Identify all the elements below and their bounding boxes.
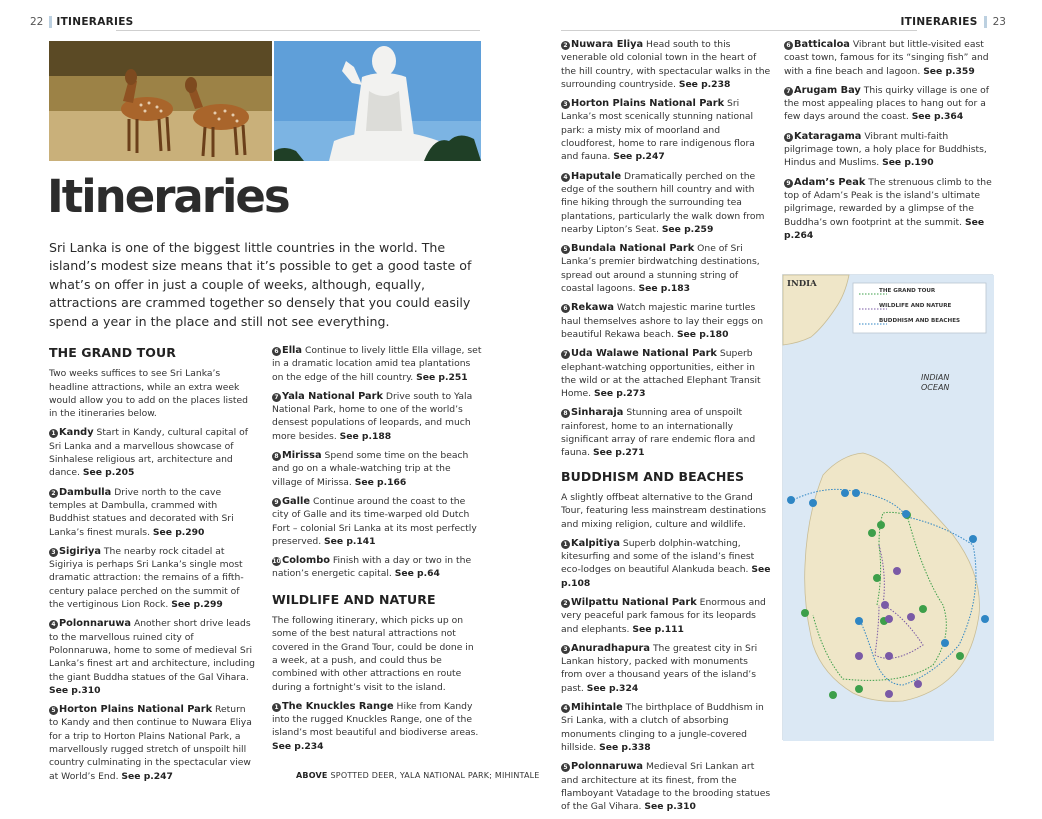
grand-tour-item xyxy=(272,495,482,548)
mihintale-buddha-photo xyxy=(274,41,481,161)
grand-tour-item xyxy=(49,703,255,783)
number-badge: 7 xyxy=(272,393,281,402)
page-reference: See p.359 xyxy=(923,65,975,77)
column-buddhism xyxy=(784,38,994,248)
page-reference: See p.180 xyxy=(676,328,729,340)
page-number-right: 23 xyxy=(992,16,1006,28)
place-desc: Head south to this venerable old colonial town in the heart of the hill country, with spectacular walks in the surrounding countryside. xyxy=(561,39,771,90)
number-badge: 3 xyxy=(561,645,570,654)
place-desc: Vibrant multi-faith pilgrimage town, a holy place for Buddhists, Hindus and Muslims. xyxy=(784,130,987,169)
place-name: Ella xyxy=(282,345,303,356)
number-badge: 4 xyxy=(49,620,58,629)
wildlife-intro: The following itinerary, which picks up on some of the best natural attractions not covered in the Grand Tour, could be done in a week, at a push, and could thus be combined with other attractions en route during a fortnight’s visit to the island. xyxy=(272,615,474,693)
grand-tour-item xyxy=(272,344,482,384)
wildlife-item xyxy=(561,242,771,295)
page-reference: See p.183 xyxy=(638,283,691,295)
page-reference: See p.259 xyxy=(661,223,714,235)
place-desc: The nearby rock citadel at Sigiriya is perhaps Sri Lanka’s single most dramatic attraction: the remains of a fifth-century palace perched on the summit of the vertiginous Lion Rock. xyxy=(49,545,244,611)
place-desc: The greatest city in Sri Lankan history, packed with monuments from over a thousand years of the island’s past. xyxy=(561,642,758,694)
buddhism-item xyxy=(561,537,771,590)
number-badge: 8 xyxy=(561,409,570,418)
page-reference: See p.234 xyxy=(272,740,324,752)
buddhism-item xyxy=(784,84,994,124)
header-rule-right xyxy=(561,30,917,31)
page-reference: See p.205 xyxy=(82,467,135,479)
number-badge: 8 xyxy=(784,133,793,142)
deer-illustration xyxy=(49,41,272,161)
buddhism-item xyxy=(561,642,771,695)
place-desc: Enormous and very peaceful park famous for its leopards and elephants. xyxy=(561,596,766,635)
place-desc: Continue to lively little Ella village, set in a dramatic location amid tea plantations on the edge of the hill country. xyxy=(272,345,482,383)
place-name: Wilpattu National Park xyxy=(571,596,697,608)
number-badge: 9 xyxy=(272,498,281,507)
column-grand-tour-1 xyxy=(49,344,255,789)
buddhism-item xyxy=(784,38,994,78)
column-wildlife xyxy=(561,38,771,819)
section-title-left: ITINERARIES xyxy=(56,16,134,28)
place-desc: Superb dolphin-watching, kitesurfing and some of the island’s finest eco-lodges on beautiful Alankuda beach. xyxy=(561,537,755,576)
page-reference: See p.299 xyxy=(171,599,223,611)
page-reference: See p.141 xyxy=(324,535,376,547)
place-name: Arugam Bay xyxy=(794,84,861,96)
place-desc: Drive north to the cave temples at Dambulla, crammed with Buddhist statues and decorated with Sri Lanka’s finest murals. xyxy=(49,486,234,538)
place-name: Yala National Park xyxy=(282,390,383,402)
grand-tour-item xyxy=(49,486,255,539)
itinerary-map xyxy=(782,274,993,740)
place-desc: Superb elephant-watching opportunities, either in the wild or at the attached Elephant Transit Home. xyxy=(561,348,761,400)
page-header-left xyxy=(30,16,134,28)
number-badge: 10 xyxy=(272,558,281,566)
buddha-illustration xyxy=(274,41,481,161)
number-badge: 7 xyxy=(561,350,570,359)
ocean-label-line2: OCEAN xyxy=(921,383,950,392)
grand-tour-item xyxy=(272,449,482,489)
page-reference: See p.108 xyxy=(561,564,771,589)
number-badge: 3 xyxy=(49,548,58,557)
page-reference: See p.166 xyxy=(354,476,407,488)
place-name: Haputale xyxy=(571,170,622,182)
place-desc: Hike from Kandy into the rugged Knuckles Range, one of the island’s most beautiful and biodiverse areas. xyxy=(272,700,479,739)
india-label: INDIA xyxy=(787,279,817,289)
number-badge: 7 xyxy=(784,87,793,96)
legend-buddhism: BUDDHISM AND BEACHES xyxy=(879,318,961,324)
place-desc: Medieval Sri Lankan art and architecture at its finest, from the flamboyant Vatadage to the brooding statues of the Gal Vihara. xyxy=(561,761,771,813)
wildlife-item xyxy=(561,301,771,341)
place-name: Sigiriya xyxy=(59,545,101,557)
page-number-left: 22 xyxy=(30,16,44,28)
number-badge: 5 xyxy=(561,245,570,254)
legend-wildlife: WILDLIFE AND NATURE xyxy=(879,303,952,309)
page-reference: See p.271 xyxy=(592,447,645,459)
legend-grand-tour: THE GRAND TOUR xyxy=(879,288,936,294)
caption-lead: ABOVE xyxy=(296,771,328,780)
wildlife-item xyxy=(272,700,482,753)
buddhism-item xyxy=(784,176,994,242)
header-rule-left xyxy=(116,30,480,31)
place-name: Sinharaja xyxy=(571,407,624,419)
page-reference: See p.190 xyxy=(882,157,934,169)
section-title-right: ITINERARIES xyxy=(900,16,978,28)
place-desc: One of Sri Lanka’s premier birdwatching destinations, spread out around a stunning string of coastal lagoons. xyxy=(561,243,760,295)
place-desc: The birthplace of Buddhism in Sri Lanka, with a clutch of absorbing monuments clinging to a jungle-covered hillside. xyxy=(561,702,764,753)
page-reference: See p.247 xyxy=(613,151,665,163)
page-reference: See p.64 xyxy=(394,568,440,580)
place-desc: Sri Lanka’s most scenically stunning national park: a misty mix of moorland and cloudforest, home to rare indigenous flora and fauna. xyxy=(561,98,755,163)
place-desc: Return to Kandy and then continue to Nuwara Eliya for a trip to Horton Plains National Park, a marvellously rugged stretch of unspoilt hill country culminating in the spectacular view at World’s End. xyxy=(49,704,252,782)
grand-tour-item xyxy=(272,390,482,443)
intro-paragraph: Sri Lanka is one of the biggest little countries in the world. The island’s modest size means that it’s possible to get a good taste of what’s on offer in just a couple of weeks, although, equally, attractions are crammed together so densely that you could easily spend a year in the place and still not see everything. xyxy=(49,240,472,329)
buddhism-intro: A slightly offbeat alternative to the Grand Tour, featuring less mainstream destinations and mixing religion, culture and wildlife. xyxy=(561,491,766,530)
number-badge: 5 xyxy=(49,706,58,715)
page-reference: See p.111 xyxy=(632,623,684,635)
place-name: Batticaloa xyxy=(794,39,850,50)
place-desc: Watch majestic marine turtles haul themselves ashore to lay their eggs on beautiful Rekawa beach. xyxy=(561,302,764,340)
place-name: Uda Walawe National Park xyxy=(571,348,717,360)
place-desc: Dramatically perched on the edge of the southern hill country and with fine hiking through the surrounding tea plantations, particularly the walk down from nearby Lipton’s Seat. xyxy=(561,170,765,235)
place-name: Horton Plains National Park xyxy=(571,98,725,110)
buddhism-item xyxy=(561,701,771,754)
place-desc: This quirky village is one of the most appealing places to hang out for a few days around the coast. xyxy=(784,84,990,123)
place-desc: Drive south to Yala National Park, home to one of the world’s densest populations of leopards, and much more besides. xyxy=(272,390,473,442)
ocean-label-line1: INDIAN xyxy=(921,373,950,382)
page-reference: See p.324 xyxy=(586,682,639,694)
buddhism-item xyxy=(784,130,994,170)
place-desc: Start in Kandy, cultural capital of Sri Lanka and a marvellous showcase of Sinhalese religious art, architecture and dance. xyxy=(49,427,248,479)
number-badge: 6 xyxy=(561,304,570,313)
grand-tour-heading: THE GRAND TOUR xyxy=(49,345,176,360)
wildlife-item xyxy=(561,347,771,400)
number-badge: 2 xyxy=(561,41,570,50)
sri-lanka-map xyxy=(783,275,994,741)
page-reference: See p.310 xyxy=(644,801,696,813)
number-badge: 6 xyxy=(272,347,281,356)
spotted-deer-photo xyxy=(49,41,272,161)
wildlife-item xyxy=(561,97,771,163)
place-name: Kandy xyxy=(59,427,94,439)
number-badge: 2 xyxy=(49,489,58,498)
place-desc: Another short drive leads to the marvellous ruined city of Polonnaruwa, home to some of medieval Sri Lanka’s finest art and architecture, including the giant Buddha statues of the Gal Vihara. xyxy=(49,618,255,683)
number-badge: 6 xyxy=(784,41,793,50)
wildlife-heading: WILDLIFE AND NATURE xyxy=(272,591,436,607)
place-name: Galle xyxy=(282,495,311,507)
place-name: Rekawa xyxy=(571,302,614,314)
place-desc: The strenuous climb to the top of Adam’s Peak is the island’s ultimate pilgrimage, rewarded by a glimpse of the Buddha’s own footprint at the summit. xyxy=(784,176,992,228)
place-desc: Spend some time on the beach and go on a whale-watching trip at the village of Mirissa. xyxy=(272,450,469,488)
page-reference: See p.310 xyxy=(49,684,101,696)
page-reference: See p.247 xyxy=(121,770,173,782)
place-desc: Vibrant but little-visited east coast town, famous for its “singing fish” and with a fine beach and lagoon. xyxy=(784,39,989,77)
number-badge: 3 xyxy=(561,100,570,109)
place-name: Mirissa xyxy=(282,450,322,462)
buddhism-heading: BUDDHISM AND BEACHES xyxy=(561,468,745,484)
place-name: Mihintale xyxy=(571,702,623,714)
page-reference: See p.238 xyxy=(678,78,731,90)
header-bar-right xyxy=(984,16,987,28)
place-name: Bundala National Park xyxy=(571,243,695,255)
column-grand-tour-2 xyxy=(272,344,482,759)
page-title: Itineraries xyxy=(47,170,289,223)
number-badge: 8 xyxy=(272,452,281,461)
number-badge: 4 xyxy=(561,173,570,182)
caption-text: SPOTTED DEER, YALA NATIONAL PARK; MIHINTALE xyxy=(330,771,540,780)
place-name: Kalpitiya xyxy=(571,537,620,549)
number-badge: 9 xyxy=(784,179,793,188)
number-badge: 1 xyxy=(272,703,281,712)
buddhism-item xyxy=(561,760,771,813)
grand-tour-item xyxy=(49,426,255,479)
place-name: The Knuckles Range xyxy=(282,700,394,712)
number-badge: 1 xyxy=(561,540,570,549)
page-reference: See p.188 xyxy=(339,430,392,442)
page-reference: See p.273 xyxy=(593,388,646,400)
grand-tour-item xyxy=(49,617,255,697)
page-header-right xyxy=(900,16,1006,28)
place-name: Anuradhapura xyxy=(571,642,651,654)
number-badge: 2 xyxy=(561,599,570,608)
page-reference: See p.290 xyxy=(152,526,205,538)
ocean-label xyxy=(921,373,949,393)
photo-caption xyxy=(296,771,540,780)
place-name: Nuwara Eliya xyxy=(571,39,644,50)
place-name: Colombo xyxy=(282,555,330,567)
place-name: Polonnaruwa xyxy=(59,618,132,630)
page-reference: See p.251 xyxy=(416,371,468,383)
grand-tour-intro: Two weeks suffices to see Sri Lanka’s headline attractions, while an extra week would allow you to add on the places listed in the itineraries below. xyxy=(49,368,248,420)
place-desc: Finish with a day or two in the nation’s energetic capital. xyxy=(272,555,472,580)
header-bar-left xyxy=(49,16,52,28)
wildlife-item xyxy=(561,406,771,459)
place-desc: Stunning area of unspoilt rainforest, home to an internationally significant array of rare endemic flora and fauna. xyxy=(561,407,756,459)
wildlife-item xyxy=(561,170,771,236)
number-badge: 4 xyxy=(561,704,570,713)
page-reference: See p.364 xyxy=(911,111,964,123)
grand-tour-item xyxy=(272,554,482,581)
page-reference: See p.338 xyxy=(599,741,651,753)
place-name: Kataragama xyxy=(794,130,862,142)
grand-tour-item xyxy=(49,545,255,611)
place-name: Polonnaruwa xyxy=(571,761,644,773)
place-name: Horton Plains National Park xyxy=(59,704,213,716)
place-name: Dambulla xyxy=(59,486,112,498)
page-reference: See p.264 xyxy=(784,216,985,241)
number-badge: 1 xyxy=(49,429,58,438)
place-desc: Continue around the coast to the city of Galle and its time-warped old Dutch Fort – colonial Sri Lanka at its most perfectly preserved. xyxy=(272,495,477,547)
number-badge: 5 xyxy=(561,763,570,772)
wildlife-item xyxy=(561,38,771,91)
buddhism-item xyxy=(561,596,771,636)
place-name: Adam’s Peak xyxy=(794,176,866,188)
